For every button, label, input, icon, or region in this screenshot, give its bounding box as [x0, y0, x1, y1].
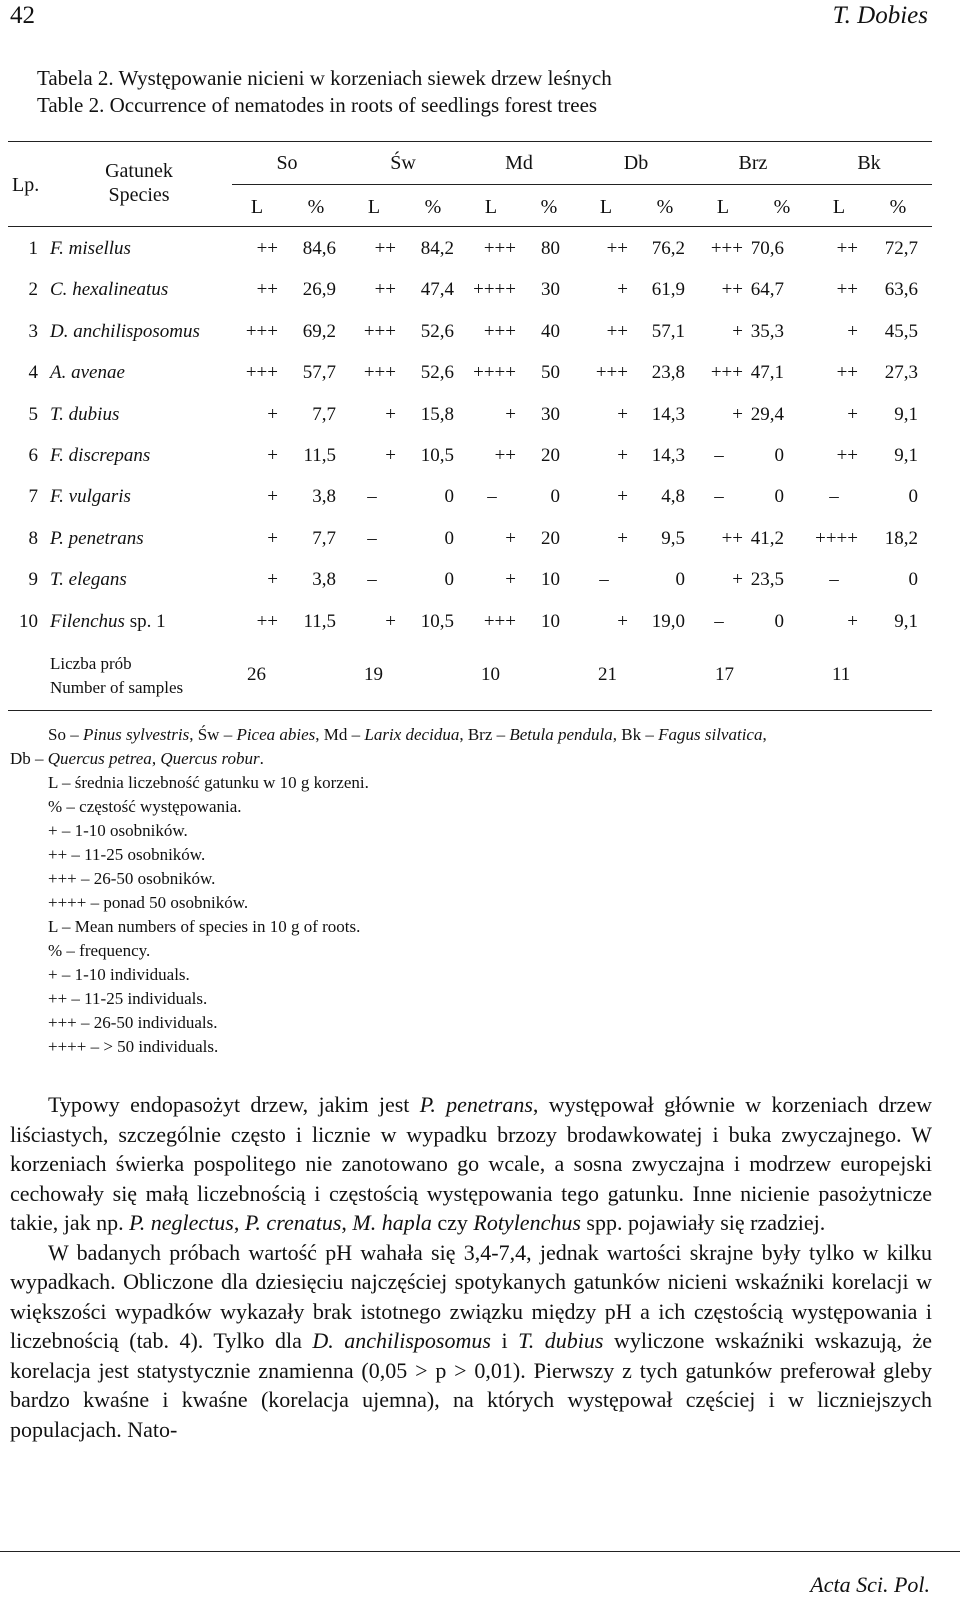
- abundance-cell: ++++: [473, 279, 516, 301]
- frequency-cell: 3,8: [312, 486, 336, 508]
- frequency-cell: 64,7: [750, 279, 784, 301]
- abundance-cell: –: [714, 610, 724, 632]
- note-line: % – częstość występowania.: [48, 797, 242, 816]
- frequency-cell: 47,4: [420, 279, 454, 301]
- frequency-cell: 9,1: [894, 403, 918, 425]
- frequency-cell: 11,5: [303, 610, 336, 632]
- frequency-cell: 30: [541, 279, 560, 301]
- samples-count: 17: [715, 664, 734, 685]
- sub-header-pct: %: [540, 196, 558, 218]
- body-text: [10, 1090, 932, 1444]
- abundance-cell: ++: [494, 445, 516, 466]
- abundance-cell: +: [847, 320, 858, 342]
- row-number: 8: [28, 527, 38, 549]
- frequency-cell: 20: [541, 445, 560, 466]
- abundance-cell: +: [617, 527, 628, 549]
- table-row: [0, 404, 960, 434]
- species-genus: F.: [50, 486, 64, 508]
- samples-count: 19: [364, 664, 383, 685]
- abundance-cell: ++: [606, 238, 628, 259]
- abundance-cell: –: [487, 486, 497, 508]
- frequency-cell: 0: [774, 445, 784, 466]
- frequency-cell: 52,6: [420, 362, 454, 384]
- samples-count: 10: [481, 664, 500, 685]
- frequency-cell: 11,5: [303, 445, 336, 466]
- frequency-cell: 14,3: [651, 403, 685, 425]
- species-genus: C.: [50, 279, 68, 301]
- note-line: % – frequency.: [48, 941, 151, 960]
- abundance-cell: +++: [710, 238, 743, 259]
- samples-count: 26: [247, 664, 266, 685]
- frequency-cell: 0: [908, 486, 918, 508]
- row-number: 1: [28, 238, 38, 259]
- note-abbreviations-line1: So – Pinus sylvestris, Św – Picea abies, Md – Larix decidua, Brz – Betula pendula, Bk – Fagus silvatica,: [48, 725, 767, 744]
- frequency-cell: 7,7: [312, 403, 336, 425]
- table-row: [0, 238, 960, 268]
- abundance-cell: +++: [245, 362, 278, 384]
- samples-count: 21: [598, 664, 617, 685]
- note-line: +++ – 26-50 individuals.: [48, 1013, 218, 1032]
- col-species-header-pl: Gatunek: [105, 160, 173, 182]
- frequency-cell: 15,8: [420, 403, 454, 425]
- frequency-cell: 50: [541, 362, 560, 384]
- frequency-cell: 84,6: [302, 238, 336, 259]
- frequency-cell: 40: [541, 320, 560, 342]
- frequency-cell: 52,6: [420, 320, 454, 342]
- abundance-cell: +: [505, 527, 516, 549]
- frequency-cell: 18,2: [884, 527, 918, 549]
- abundance-cell: ++: [606, 320, 628, 342]
- row-number: 7: [28, 486, 38, 508]
- table-caption-en: Table 2. Occurrence of nematodes in roots of seedlings forest trees: [37, 93, 598, 117]
- abundance-cell: –: [829, 569, 839, 591]
- group-header: Md: [505, 152, 533, 174]
- frequency-cell: 57,1: [651, 320, 685, 342]
- abundance-cell: ++: [721, 527, 743, 549]
- abundance-cell: +++: [363, 362, 396, 384]
- table-row: [0, 528, 960, 558]
- species-epithet: penetrans: [68, 527, 144, 549]
- samples-label-en: Number of samples: [50, 678, 184, 697]
- frequency-cell: 57,7: [302, 362, 336, 384]
- abundance-cell: +++: [483, 320, 516, 342]
- abundance-cell: +: [267, 569, 278, 591]
- abundance-cell: ++: [721, 279, 743, 301]
- frequency-cell: 20: [541, 527, 560, 549]
- samples-label-pl: Liczba prób: [50, 654, 132, 673]
- row-number: 10: [19, 610, 38, 632]
- frequency-cell: 0: [908, 569, 918, 591]
- abundance-cell: +: [847, 610, 858, 632]
- table-bottom-rule: [8, 710, 932, 711]
- abundance-cell: ++: [836, 238, 858, 259]
- row-number: 2: [28, 279, 38, 301]
- frequency-cell: 3,8: [312, 569, 336, 591]
- species-genus: T.: [50, 569, 64, 591]
- note-line: L – średnia liczebność gatunku w 10 g korzeni.: [48, 773, 369, 792]
- abundance-cell: +: [385, 445, 396, 466]
- species-genus: A.: [50, 362, 67, 384]
- frequency-cell: 0: [774, 486, 784, 508]
- abundance-cell: +: [732, 569, 743, 591]
- frequency-cell: 14,3: [651, 445, 685, 466]
- note-line: + – 1-10 osobników.: [48, 821, 188, 840]
- frequency-cell: 27,3: [884, 362, 918, 384]
- abundance-cell: –: [367, 486, 377, 508]
- frequency-cell: 0: [444, 569, 454, 591]
- frequency-cell: 23,5: [750, 569, 784, 591]
- abundance-cell: ++: [256, 279, 278, 301]
- abundance-cell: +: [267, 486, 278, 508]
- abundance-cell: +: [505, 569, 516, 591]
- frequency-cell: 9,5: [661, 527, 685, 549]
- abundance-cell: +: [617, 610, 628, 632]
- group-header: Św: [390, 152, 416, 174]
- abundance-cell: ++: [374, 279, 396, 301]
- frequency-cell: 0: [774, 610, 784, 632]
- frequency-cell: 0: [444, 527, 454, 549]
- abundance-cell: +++: [363, 320, 396, 342]
- frequency-cell: 10,5: [420, 610, 454, 632]
- frequency-cell: 26,9: [302, 279, 336, 301]
- frequency-cell: 84,2: [420, 238, 454, 259]
- abundance-cell: +++: [483, 238, 516, 259]
- abundance-cell: +++: [245, 320, 278, 342]
- note-line: +++ – 26-50 osobników.: [48, 869, 216, 888]
- abundance-cell: ++: [836, 362, 858, 384]
- species-epithet: sp. 1: [129, 610, 166, 632]
- frequency-cell: 9,1: [894, 610, 918, 632]
- note-line: ++++ – > 50 individuals.: [48, 1037, 219, 1056]
- table-caption-pl: Tabela 2. Występowanie nicieni w korzeniach siewek drzew leśnych: [37, 66, 612, 90]
- frequency-cell: 7,7: [312, 527, 336, 549]
- species-epithet: avenae: [71, 362, 125, 384]
- abundance-cell: +: [267, 445, 278, 466]
- abundance-cell: +: [385, 403, 396, 425]
- table-row: [0, 445, 960, 475]
- frequency-cell: 10: [541, 610, 560, 632]
- group-header: Brz: [738, 152, 768, 174]
- frequency-cell: 70,6: [750, 238, 784, 259]
- frequency-cell: 0: [550, 486, 560, 508]
- note-line: ++++ – ponad 50 osobników.: [48, 893, 249, 912]
- frequency-cell: 10,5: [420, 445, 454, 466]
- frequency-cell: 35,3: [750, 320, 784, 342]
- abundance-cell: –: [367, 527, 377, 549]
- species-epithet: elegans: [68, 569, 127, 591]
- row-number: 3: [28, 320, 38, 342]
- abundance-cell: +: [617, 486, 628, 508]
- row-number: 9: [28, 569, 38, 591]
- sub-header-pct: %: [773, 196, 791, 218]
- row-number: 4: [28, 362, 38, 384]
- samples-count: 11: [832, 664, 851, 685]
- frequency-cell: 69,2: [302, 320, 336, 342]
- species-epithet: discrepans: [68, 445, 151, 466]
- species-epithet: hexalineatus: [72, 279, 169, 301]
- abundance-cell: +: [385, 610, 396, 632]
- col-lp-header: Lp.: [12, 174, 40, 196]
- sub-header-l: L: [484, 196, 498, 218]
- frequency-cell: 29,4: [750, 403, 784, 425]
- species-genus: T.: [50, 403, 64, 425]
- abundance-cell: +: [267, 527, 278, 549]
- abundance-cell: +++: [710, 362, 743, 384]
- note-line: + – 1-10 individuals.: [48, 965, 190, 984]
- species-epithet: misellus: [68, 238, 131, 259]
- sub-header-pct: %: [307, 196, 325, 218]
- species-epithet: anchilisposomus: [73, 320, 200, 342]
- abundance-cell: +: [847, 403, 858, 425]
- frequency-cell: 61,9: [651, 279, 685, 301]
- abundance-cell: +: [267, 403, 278, 425]
- species-epithet: vulgaris: [68, 486, 131, 508]
- abundance-cell: ++: [256, 610, 278, 632]
- frequency-cell: 63,6: [884, 279, 918, 301]
- frequency-cell: 10: [541, 569, 560, 591]
- sub-header-pct: %: [889, 196, 907, 218]
- row-number: 5: [28, 403, 38, 425]
- frequency-cell: 41,2: [750, 527, 784, 549]
- frequency-cell: 19,0: [651, 610, 685, 632]
- sub-header-pct: %: [656, 196, 674, 218]
- abundance-cell: +: [505, 403, 516, 425]
- frequency-cell: 30: [541, 403, 560, 425]
- table-row: [0, 611, 960, 641]
- abundance-cell: +++: [483, 610, 516, 632]
- table-row: [0, 362, 960, 392]
- note-abbreviations-line2: Db – Quercus petrea, Quercus robur.: [10, 749, 264, 768]
- frequency-cell: 45,5: [884, 320, 918, 342]
- abundance-cell: +: [617, 445, 628, 466]
- col-species-header-en: Species: [108, 184, 170, 206]
- page-number: 42: [10, 2, 35, 29]
- frequency-cell: 9,1: [894, 445, 918, 466]
- species-epithet: dubius: [68, 403, 120, 425]
- table-top-rule: [8, 141, 932, 142]
- abundance-cell: –: [599, 569, 609, 591]
- table-row: [0, 321, 960, 351]
- note-line: L – Mean numbers of species in 10 g of roots.: [48, 917, 361, 936]
- paragraph-1: Typowy endopasożyt drzew, jakim jest P. penetrans, występował głównie w korzeniach drzew liściastych, szczególnie często i licznie w wypadku brzozy brodawkowatej i buka zwyczajnego. W korzeniach świerka pospolitego nie zanotowano go wcale, a sosna zwyczajna i modrzew europejski cechowały się małą liczebnością i częstością występowania tego gatunku. Inne nicienie pasożytnicze takie, jak np. P. neglectus, P. crenatus, M. hapla czy Rotylenchus spp. pojawiały się rzadziej.: [10, 1092, 932, 1235]
- row-number: 6: [28, 445, 38, 466]
- abundance-cell: +: [732, 320, 743, 342]
- table-row: [0, 486, 960, 516]
- header-bottom-rule: [8, 226, 932, 227]
- abundance-cell: ++: [374, 238, 396, 259]
- journal-name: Acta Sci. Pol.: [810, 1572, 930, 1597]
- frequency-cell: 23,8: [651, 362, 685, 384]
- abundance-cell: ++: [836, 445, 858, 466]
- frequency-cell: 0: [444, 486, 454, 508]
- frequency-cell: 76,2: [651, 238, 685, 259]
- table-row: [0, 569, 960, 599]
- abundance-cell: ++++: [473, 362, 516, 384]
- group-header: Bk: [857, 152, 881, 174]
- sub-header-l: L: [716, 196, 730, 218]
- frequency-cell: 0: [675, 569, 685, 591]
- abundance-cell: ++: [836, 279, 858, 301]
- species-genus: D.: [50, 320, 69, 342]
- species-genus: F.: [50, 445, 64, 466]
- footer-rule: [0, 1551, 960, 1552]
- sub-header-pct: %: [424, 196, 442, 218]
- sub-header-l: L: [599, 196, 613, 218]
- abundance-cell: ++++: [815, 527, 858, 549]
- abundance-cell: –: [829, 486, 839, 508]
- sub-header-l: L: [250, 196, 264, 218]
- species-genus: F.: [50, 238, 64, 259]
- abundance-cell: –: [714, 445, 724, 466]
- group-header: Db: [623, 152, 649, 174]
- species-genus: P.: [50, 527, 64, 549]
- sub-header-l: L: [367, 196, 381, 218]
- frequency-cell: 4,8: [661, 486, 685, 508]
- group-header: So: [276, 152, 298, 174]
- abundance-cell: –: [714, 486, 724, 508]
- table-row: [0, 279, 960, 309]
- frequency-cell: 47,1: [750, 362, 784, 384]
- abundance-cell: +: [617, 279, 628, 301]
- paragraph-2: W badanych próbach wartość pH wahała się 3,4-7,4, jednak wartości skrajne były tylko w kilku wypadkach. Obliczone dla dziesięciu najczęściej spotykanych gatunków nicieni wskaźniki korelacji w większości wypadków wykazały brak istotnego związku między pH a ich częstością występowania i liczebnością (tab. 4). Tylko dla D. anchilisposomus i T. dubius wyliczone wskaźniki wskazują, że korelacja jest statystycznie znamienna (0,05 > p > 0,01). Pierwszy z tych gatunków preferował gleby bardzo kwaśne i kwaśne (korelacja ujemna), na których występował częściej i w liczniejszych populacjach. Nato-: [10, 1239, 933, 1442]
- group-header-rule: [232, 184, 932, 185]
- abundance-cell: +++: [595, 362, 628, 384]
- abundance-cell: –: [367, 569, 377, 591]
- frequency-cell: 80: [541, 238, 560, 259]
- note-line: ++ – 11-25 osobników.: [48, 845, 206, 864]
- abundance-cell: +: [732, 403, 743, 425]
- note-line: ++ – 11-25 individuals.: [48, 989, 208, 1008]
- frequency-cell: 72,7: [884, 238, 918, 259]
- species-genus: Filenchus: [50, 610, 125, 632]
- sub-header-l: L: [832, 196, 846, 218]
- running-author: T. Dobies: [832, 2, 928, 29]
- abundance-cell: +: [617, 403, 628, 425]
- abundance-cell: ++: [256, 238, 278, 259]
